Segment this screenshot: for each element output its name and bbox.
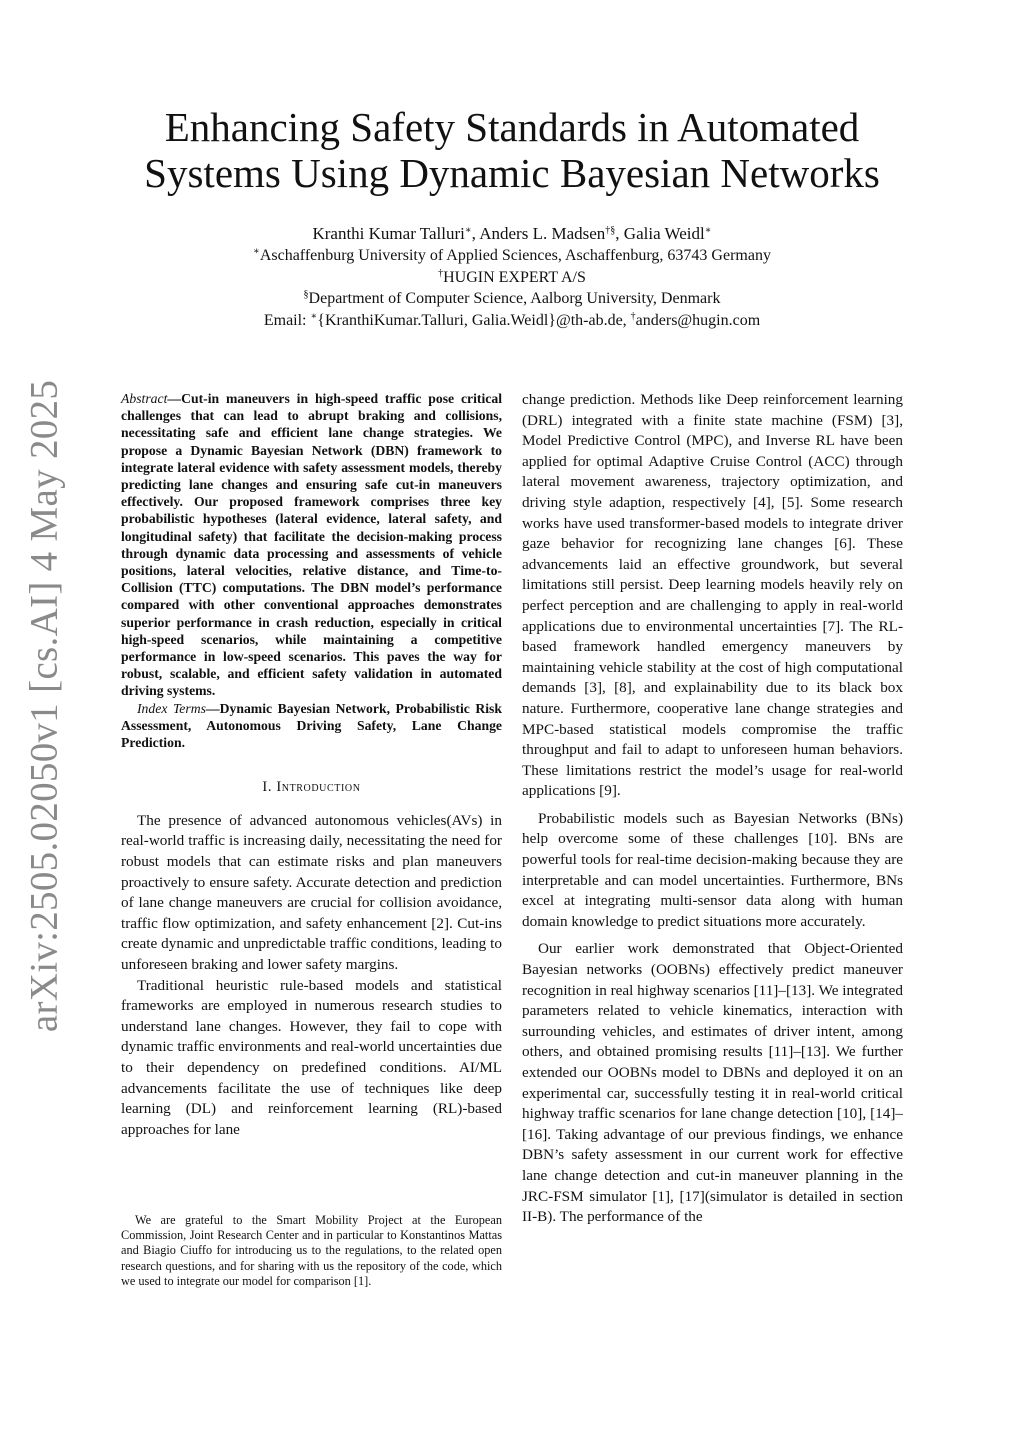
abstract-text: —Cut-in maneuvers in high-speed traffic pose critical challenges that can lead to abrupt braking and collisions, necessitating safe and efficient lane change strategies. We propose a Dynamic Bayesian Network (DBN) framework to integrate lateral evidence with safety assessment models, thereby predicting lane changes and ensuring safe cut-in maneuvers effectively. Our proposed framework comprises three key probabilistic hypotheses (lateral evidence, lateral safety, and longitudinal safety) that facilitate the decision-making process through dynamic data processing and assessments of vehicle positions, lateral velocities, relative distance, and Time-to-Collision (TTC) computations. The DBN model’s performance compared with other conventional approaches demonstrates superior performance in crash reduction, especially in critical high-speed scenarios, while maintaining a competitive performance in low-speed scenarios. This paves the way for robust, scalable, and efficient safety validation in automated driving systems.	[121, 391, 502, 699]
acknowledgement-footnote: We are grateful to the Smart Mobility Project at the European Commission, Joint Research Center and in particular to Konstantinos Mattas and Biagio Ciuffo for introducing us to the regulations, to the related open research questions, and for sharing with us the repository of the code, which we used to integrate our model for comparison [1].	[121, 1213, 502, 1288]
author-list: Kranthi Kumar Talluri∗, Anders L. Madsen†§, Galia Weidl∗	[312, 224, 712, 243]
email-mark-2: †	[630, 310, 636, 322]
author-3: Galia Weidl	[623, 224, 705, 243]
index-terms-label: Index Terms	[137, 700, 206, 716]
affiliation-3	[140, 288, 884, 310]
email-prefix: Email:	[263, 311, 311, 329]
title-line-2: Systems Using Dynamic Bayesian Networks	[144, 150, 880, 196]
author-2-mark: †§	[605, 225, 616, 236]
right-paragraph-2: Probabilistic models such as Bayesian Networks (BNs) help overcome some of these challenges [10]. BNs are powerful tools for real-time decision-making because they are interpretable and can model uncertainties. Furthermore, BNs excel at integrating multi-sensor data along with human domain knowledge to predict situations more accurately.	[522, 809, 903, 930]
right-paragraph-3: Our earlier work demonstrated that Object-Oriented Bayesian networks (OOBNs) effectively predict maneuver recognition in real highway scenarios [11]–[13]. We integrated parameters related to vehicle kinematics, interaction with surrounding vehicles, and estimates of driver intent, among others, and obtained promising results [11]–[13]. We further extended our OOBNs model to DBNs and deployed it on an experimental car, successfully testing it in real-world critical highway traffic scenarios for lane change detection [10], [14]–[16]. Taking advantage of our previous findings, we enhance DBN’s safety assessment in our current work for effective lane change detection and cut-in maneuver planning in the JRC-FSM simulator [1], [17](simulator is detailed in section II-B). The performance of the	[522, 940, 903, 1226]
affiliation-2-text: HUGIN EXPERT A/S	[443, 268, 586, 286]
intro-paragraph-1: The presence of advanced autonomous vehicles(AVs) in real-world traffic is increasing daily, necessitating the need for robust models that can estimate risks and plan maneuvers proactively to ensure safety. Accurate detection and prediction of lane change maneuvers are crucial for collision avoidance, traffic flow optimization, and safety enhancement [2]. Cut-ins create dynamic and unpredictable traffic conditions, leading to unforeseen braking and lower safety margins.	[121, 811, 502, 974]
email-line	[140, 310, 884, 332]
left-column	[121, 390, 502, 1140]
email-mark-1: ∗	[310, 310, 318, 322]
affiliation-3-text: Department of Computer Science, Aalborg University, Denmark	[308, 290, 721, 307]
affiliation-2	[140, 267, 884, 289]
abstract-label: Abstract	[121, 391, 168, 406]
author-3-mark: ∗	[704, 225, 712, 236]
abstract-paragraph	[121, 390, 502, 700]
section-number: I.	[262, 779, 277, 796]
author-block	[140, 222, 884, 331]
title-line-1: Enhancing Safety Standards in Automated	[164, 104, 860, 150]
right-paragraph-1: change prediction. Methods like Deep reinforcement learning (DRL) integrated with a finite state machine (FSM) [3], Model Predictive Control (MPC), and Inverse RL have been applied for optimal Adaptive Cruise Control (ACC) through lateral movement awareness, trajectory optimization, and driving style adaption, respectively [4], [5]. Some research works have used transformer-based models to integrate driver gaze behavior for recognizing lane changes [6]. These advancements laid an effective groundwork, but several limitations still persist. Deep learning models heavily rely on perfect perception and are challenging to apply in real-world applications due to environmental uncertainties [7]. The RL-based framework handled emergency maneuvers by maintaining vehicle stability at the cost of high computational demands [3], [8], and explainability due to its black box nature. Furthermore, cooperative lane change strategies and MPC-based statistical models compromise the traffic throughput and fail to adapt to unforeseen human behaviors. These limitations restrict the model’s usage for real-world applications [9].	[522, 391, 903, 800]
index-terms	[121, 700, 502, 752]
section-title: Introduction	[276, 779, 361, 796]
affiliation-1-text: Aschaffenburg University of Applied Sciences, Aschaffenburg, 63743 Germany	[259, 247, 771, 264]
affiliation-1-mark: ∗	[253, 246, 260, 257]
email-address-1[interactable]: {KranthiKumar.Talluri, Galia.Weidl}@th-ab.de,	[317, 311, 631, 329]
intro-paragraph-2: Traditional heuristic rule-based models and statistical frameworks are employed in numerous research studies to understand lane changes. However, they fail to cope with dynamic traffic environments and real-world uncertainties due to their dependency on predefined conditions. AI/ML advancements facilitate the use of techniques like deep learning (DL) and reinforcement learning (RL)-based approaches for lane	[121, 976, 502, 1138]
paper-title	[100, 104, 924, 196]
arxiv-id-text: arXiv:2505.02050v1 [cs.AI] 4 May 2025	[22, 379, 66, 1033]
author-1-mark: ∗	[464, 225, 472, 236]
right-column	[522, 390, 903, 1235]
affiliation-1	[140, 245, 884, 267]
affiliation-2-mark: †	[438, 267, 444, 279]
abstract	[121, 390, 502, 751]
affiliation-3-mark: §	[303, 289, 309, 300]
section-heading-introduction	[121, 777, 502, 798]
author-1: Kranthi Kumar Talluri	[312, 224, 465, 243]
index-terms-text: —Dynamic Bayesian Network, Probabilistic Risk Assessment, Autonomous Driving Safety, Lane Change Prediction.	[121, 700, 502, 751]
author-2: Anders L. Madsen	[479, 224, 606, 243]
email-address-2[interactable]: anders@hugin.com	[635, 311, 761, 329]
